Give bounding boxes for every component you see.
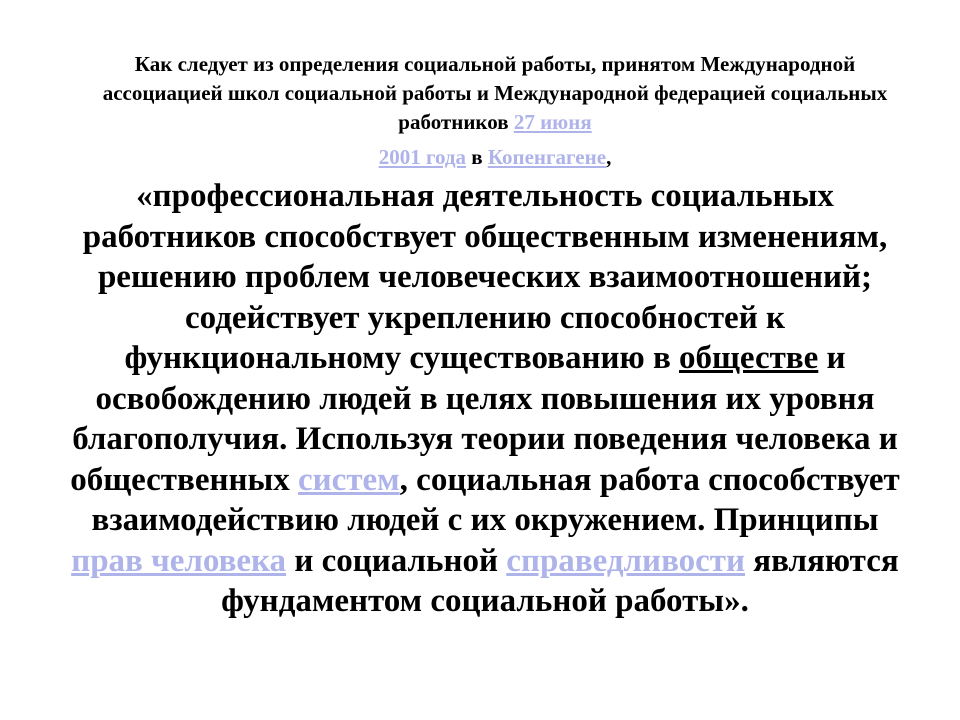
- intro-end-punct: ,: [606, 145, 612, 169]
- link-justice[interactable]: справедливости: [506, 542, 746, 579]
- link-systems[interactable]: систем: [298, 461, 400, 498]
- link-date-year[interactable]: 2001 года: [378, 145, 466, 169]
- intro-text: Как следует из определения социальной работы, принятом Международной ассоциацией школ социальной работы и Международной федерацией социальных работников: [102, 52, 888, 134]
- link-society[interactable]: обществе: [679, 340, 819, 376]
- link-date-day[interactable]: 27 июня: [513, 110, 592, 134]
- link-copenhagen[interactable]: Копенгагене: [487, 145, 607, 169]
- quote-part-3: , социальная работа способствует взаимодействию людей с их окружением. Принципы: [91, 461, 900, 538]
- intro-paragraph: [100, 50, 890, 172]
- quote-part-4: и социальной: [286, 542, 507, 579]
- quote-part-5: являются фундаментом социальной работы».: [221, 542, 899, 619]
- intro-last-line: [100, 143, 890, 172]
- quote-part-2: и освобождению людей в целях повышения их уровня благополучия. Используя теории поведения человека и общественных: [70, 340, 898, 498]
- definition-quote: [70, 176, 900, 622]
- intro-conjunction: в: [465, 145, 488, 169]
- quote-part-1: «профессиональная деятельность социальных работников способствует общественным изменениям, решению проблем человеческих взаимоотношений; содействует укреплению способностей к функциональному существованию в: [82, 178, 888, 376]
- link-human-rights[interactable]: прав человека: [71, 542, 287, 579]
